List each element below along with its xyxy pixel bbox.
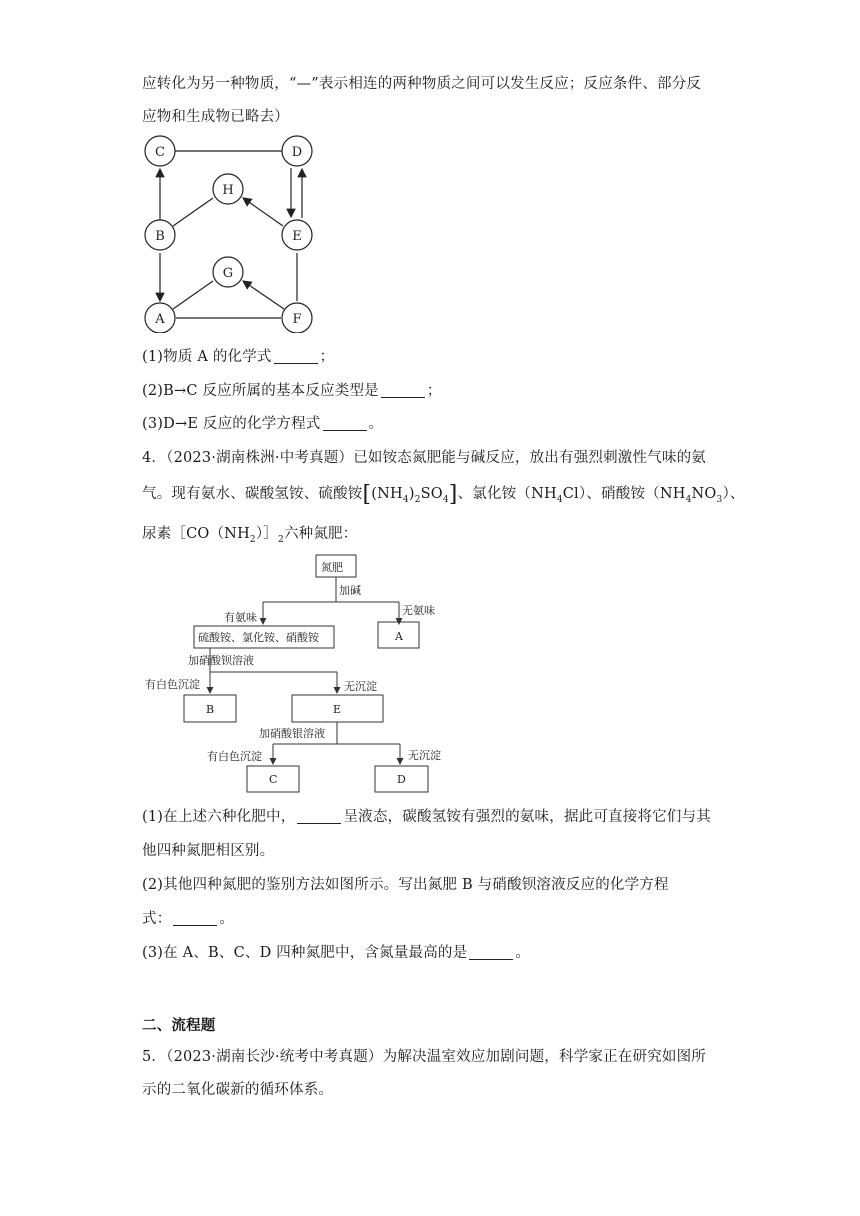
label-c: C bbox=[269, 773, 278, 786]
answer-blank[interactable] bbox=[323, 416, 367, 432]
answer-blank[interactable] bbox=[274, 349, 318, 365]
label-three-fertilizers: 硫酸铵、氯化铵、硝酸铵 bbox=[198, 631, 319, 644]
q4-line-3: 尿素$[CO(NH_2)]_2$六种氮肥： bbox=[142, 526, 358, 545]
label-d: D bbox=[397, 773, 406, 786]
identification-flowchart bbox=[140, 550, 460, 795]
q4-part2-line1: (2)其他四种氮肥的鉴别方法如图所示。写出氮肥 B 与硝酸钡溶液反应的化学方程 bbox=[142, 877, 669, 893]
q4-part2-line2: 式： 。 bbox=[142, 911, 235, 927]
node-a-label: A bbox=[155, 312, 165, 327]
node-h-label: H bbox=[222, 183, 234, 198]
intro-line-2: 应物和生成物已略去） bbox=[142, 109, 289, 125]
answer-blank[interactable] bbox=[469, 945, 513, 961]
label-add-barium: 加硝酸钡溶液 bbox=[188, 654, 254, 667]
relation-diagram bbox=[140, 133, 320, 333]
label-has-smell: 有氨味 bbox=[224, 611, 257, 624]
label-add-base: 加碱 bbox=[339, 584, 361, 597]
q3-part3: (3)D→E 反应的化学方程式 。 bbox=[142, 416, 384, 432]
node-f-label: F bbox=[292, 312, 302, 327]
q3-part1: (1)物质 A 的化学式 ； bbox=[142, 349, 335, 365]
q4-line-1: 4．（2023·湖南株洲·中考真题）已如铵态氮肥能与碱反应，放出有强烈刺激性气味的氨 bbox=[142, 450, 706, 466]
q3-part3-text: (3)D→E 反应的化学方程式 bbox=[142, 416, 321, 432]
label-no-ppt-2: 无沉淀 bbox=[408, 749, 441, 762]
label-white-ppt-2: 有白色沉淀 bbox=[207, 750, 262, 763]
label-nitrogen-fertilizer: 氮肥 bbox=[321, 561, 343, 574]
label-white-ppt-1: 有白色沉淀 bbox=[145, 678, 200, 691]
answer-blank[interactable] bbox=[173, 911, 217, 927]
edge-e-h bbox=[243, 198, 283, 226]
edge-a-g bbox=[173, 281, 213, 309]
label-e: E bbox=[333, 703, 342, 716]
q4-part3: (3)在 A、B、C、D 四种氮肥中，含氮量最高的是 。 bbox=[142, 945, 531, 961]
q3-part2-text: (2)B→C 反应所属的基本反应类型是 bbox=[142, 383, 379, 399]
node-e-label: E bbox=[292, 229, 302, 244]
label-add-silver: 加硝酸银溶液 bbox=[259, 727, 325, 740]
label-a: A bbox=[395, 630, 403, 643]
answer-blank[interactable] bbox=[381, 383, 425, 399]
q4-line-2: 气。现有氨水、碳酸氢铵、硫酸铵$[(NH_4)_2SO_4]$、氯化铵$(NH_4Cl)$、硝酸铵$(NH_4NO_3)$、 bbox=[142, 482, 745, 507]
section-title: 二、流程题 bbox=[142, 1017, 216, 1034]
q5-line-2: 示的二氧化碳新的循环体系。 bbox=[142, 1082, 334, 1098]
label-b: B bbox=[206, 703, 215, 716]
node-c-label: C bbox=[155, 145, 165, 160]
edge-b-h bbox=[173, 198, 213, 226]
q3-part2: (2)B→C 反应所属的基本反应类型是 ； bbox=[142, 383, 442, 399]
node-g-label: G bbox=[222, 266, 234, 281]
q5-line-1: 5．（2023·湖南长沙·统考中考真题）为解决温室效应加剧问题，科学家正在研究如图所 bbox=[142, 1049, 706, 1065]
q4-part1-line1: (1)在上述六种化肥中， 呈液态，碳酸氢铵有强烈的氨味，据此可直接将它们与其 bbox=[142, 809, 711, 825]
edge-f-g bbox=[243, 281, 284, 309]
ammonium-sulfate-formula: $[(NH_4)_2SO_4]$ bbox=[362, 482, 458, 507]
label-no-smell: 无氨味 bbox=[402, 604, 435, 617]
q3-part1-text: (1)物质 A 的化学式 bbox=[142, 349, 272, 365]
node-b-label: B bbox=[155, 229, 165, 244]
label-no-ppt-1: 无沉淀 bbox=[344, 680, 377, 693]
intro-line-1: 应转化为另一种物质，“—”表示相连的两种物质之间可以发生反应；反应条件、部分反 bbox=[142, 76, 702, 92]
node-d-label: D bbox=[291, 145, 303, 160]
q4-part1-line2: 他四种氮肥相区别。 bbox=[142, 843, 275, 859]
answer-blank[interactable] bbox=[297, 809, 341, 825]
